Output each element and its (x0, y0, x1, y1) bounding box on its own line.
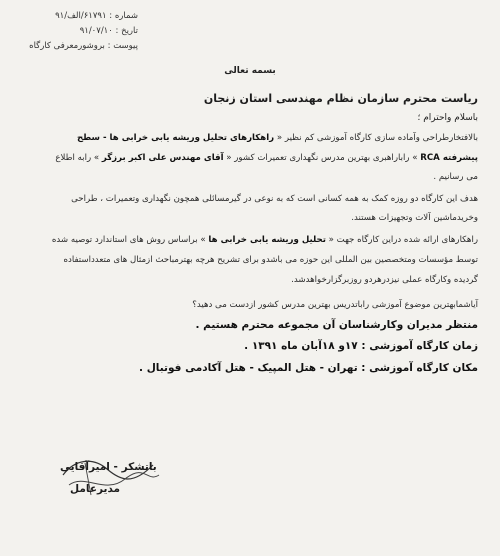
signatory-title: مدیرعامل (70, 483, 121, 495)
workshop-topic: تحلیل وریشه یابی خرابی ها (208, 235, 326, 245)
letter-attachment: پیوست : بروشورمعرفی کارگاه (29, 41, 138, 51)
bismillah: بسمه تعالی (224, 66, 276, 76)
workshop-title: راهکارهای تحلیل وریشه یابی خرابی ها - سطح (76, 133, 275, 143)
addressee: ریاست محترم سازمان نظام مهندسی استان زنجان (203, 92, 478, 105)
para3-line1 (52, 235, 478, 245)
para1-text: » رابه اطلاع (55, 153, 102, 163)
para1-line2 (55, 153, 478, 163)
letter-header (29, 9, 138, 54)
para3-text: » براساس روش های استاندارد توصیه شده (51, 235, 209, 245)
closing-expectation: منتظر مدیران وکارشناسان آن مجموعه محترم هستیم . (195, 319, 478, 331)
workshop-level: پیشرفته RCA (420, 153, 478, 163)
para1-line3: می رسانیم . (433, 172, 478, 182)
para3-line2: توسط مؤسسات ومتخصصین بین المللی این حوزه می باشدو برای تشریح هرچه بهترمباحث ازمثال های متعدداستفاده (63, 255, 478, 265)
para1-text: » راباراهبری بهترین مدرس نگهداری تعمیرات کشور « (223, 153, 421, 163)
para2-line2: وخریدماشین آلات وتجهیزات هستند. (351, 213, 478, 223)
signatory-name: باتشکر - امیرآقایی (60, 461, 157, 473)
para3-text: راهکارهای ارائه شده دراین کارگاه جهت « (325, 235, 478, 245)
workshop-place: مکان کارگاه آموزشی : تهران - هتل المپیک - هتل آکادمی فوتبال . (139, 362, 478, 374)
para1-line1 (77, 133, 478, 143)
para1-text: بالافتخارطراحی وآماده سازی کارگاه آموزشی کم نظیر « (274, 133, 478, 143)
para2-line1: هدف این کارگاه دو روزه کمک به همه کسانی است که به نوعی در گیرمسائلی همچون نگهداری وتعمیرات ، طراحی (71, 194, 478, 204)
letter-date: تاریخ : ۹۱/۰۷/۱۰ (79, 26, 138, 36)
greeting: باسلام واحترام ؛ (417, 113, 478, 123)
question-line: آیاشمابهترین موضوع آموزشی راباتدریس بهترین مدرس کشور ازدست می دهید؟ (192, 300, 478, 310)
letter-number: شماره : ۶۱۷۹۱/الف/۹۱ (55, 11, 138, 21)
para3-line3: گردیده وکارگاه عملی نیزدرهردو روزبرگزارخواهدشد. (291, 275, 478, 285)
instructor-name: آقای مهندس علی اکبر برزگر (101, 153, 224, 163)
workshop-time: زمان کارگاه آموزشی : ۱۷و ۱۸آبان ماه ۱۳۹۱ . (244, 340, 478, 352)
